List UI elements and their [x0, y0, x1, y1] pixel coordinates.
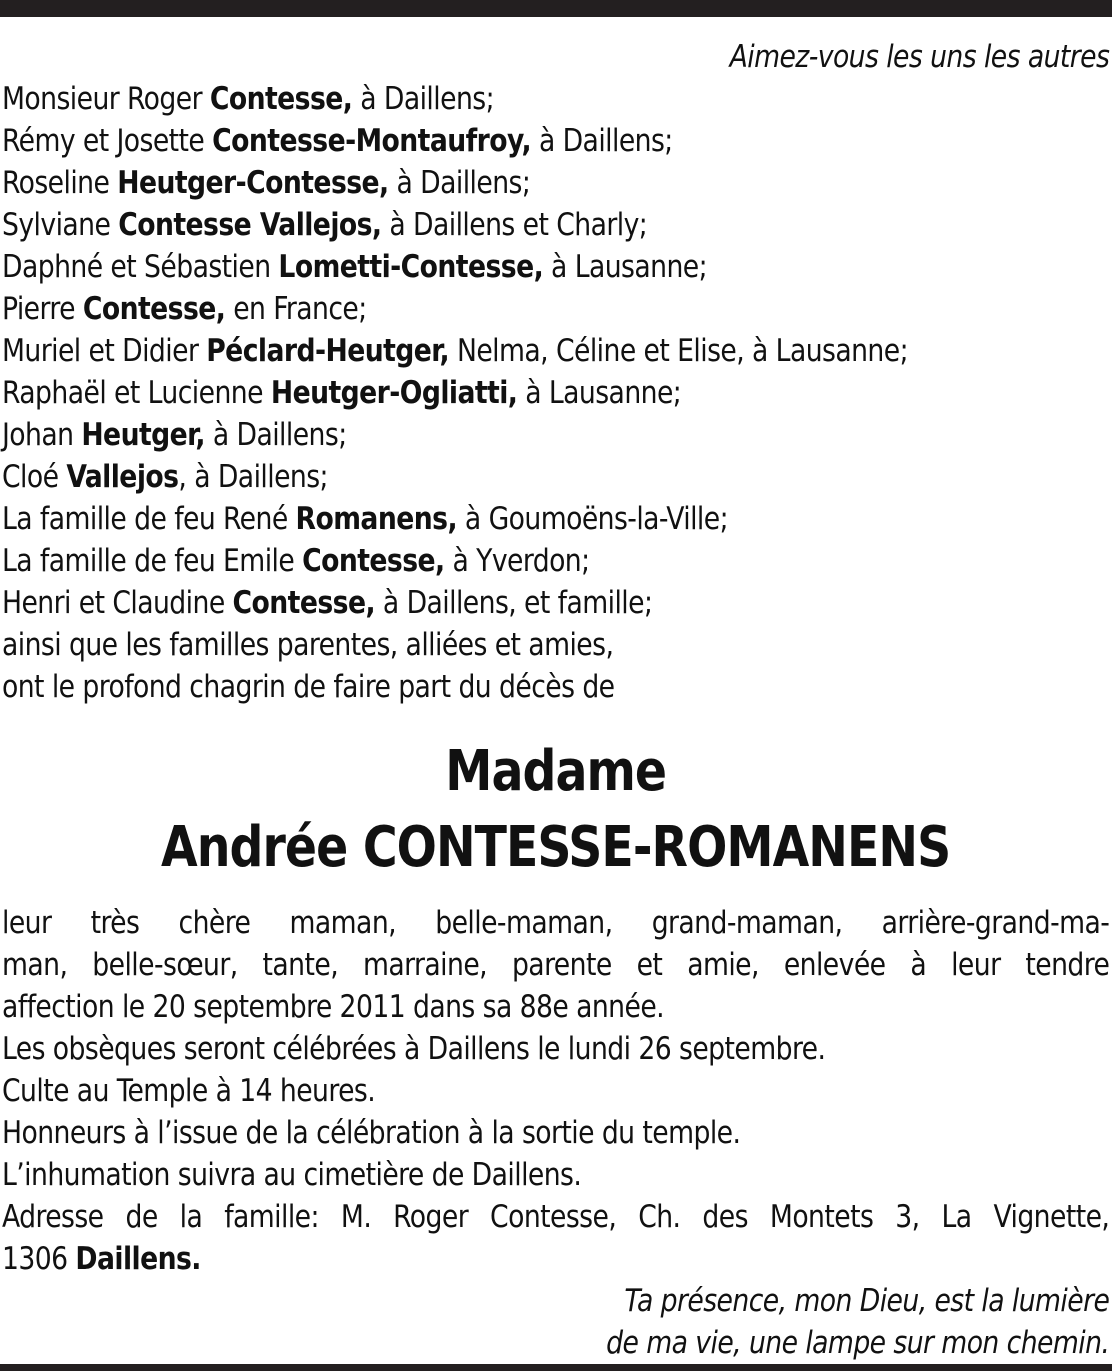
mourner-surname: Contesse,: [82, 291, 226, 327]
address-line: Adresse de la famille: M. Roger Contesse, Ch. des Montets 3, La Vignette,: [2, 1199, 1110, 1235]
description-line: man, belle-sœur, tante, marraine, parente et amie, enlevée à leur tendre: [2, 947, 1110, 983]
description-paragraph: [2, 902, 1109, 1028]
bottom-rule: [0, 1364, 1112, 1371]
mourner-place: à Daillens;: [388, 165, 531, 201]
mourners-list: [2, 78, 1109, 708]
obituary-notice: [2, 36, 1109, 1364]
mourner-given: La famille de feu Emile: [2, 543, 303, 579]
mourner-given: La famille de feu René: [2, 501, 296, 537]
mourner-place: à Daillens;: [352, 81, 495, 117]
family-address: [2, 1196, 1109, 1280]
mourner-surname: Contesse Vallejos,: [118, 207, 382, 243]
detail-line: Honneurs à l’issue de la célébration à la sortie du temple.: [2, 1115, 741, 1151]
verse-line: de ma vie, une lampe sur mon chemin.: [606, 1325, 1110, 1361]
mourner-place: à Lausanne;: [517, 375, 682, 411]
closing-line: ainsi que les familles parentes, alliées et amies,: [2, 627, 614, 663]
motto: Aimez-vous les uns les autres: [729, 39, 1110, 75]
mourner-surname: Romanens,: [295, 501, 458, 537]
mourner-line: [2, 78, 1109, 120]
mourner-line: [2, 204, 1109, 246]
mourner-given: Rémy et Josette: [2, 123, 213, 159]
mourner-place: , à Daillens;: [178, 459, 328, 495]
mourner-line: [2, 372, 1109, 414]
detail-line: Culte au Temple à 14 heures.: [2, 1073, 376, 1109]
mourner-place: Nelma, Céline et Elise, à Lausanne;: [449, 333, 908, 369]
mourner-surname: Heutger,: [81, 417, 205, 453]
mourner-place: à Daillens;: [531, 123, 673, 159]
mourner-place: à Daillens et Charly;: [381, 207, 648, 243]
description-line: leur très chère maman, belle-maman, grand-maman, arrière-grand-ma-: [2, 905, 1110, 941]
mourner-line: [2, 456, 1109, 498]
mourner-line: [2, 162, 1109, 204]
mourner-given: Raphaël et Lucienne: [2, 375, 271, 411]
top-rule: [0, 0, 1112, 17]
mourner-surname: Heutger-Contesse,: [117, 165, 389, 201]
mourner-place: à Goumoëns-la-Ville;: [457, 501, 729, 537]
detail-line: L’inhumation suivra au cimetière de Daillens.: [2, 1157, 582, 1193]
mourner-given: Monsieur Roger: [2, 81, 210, 117]
mourner-surname: Heutger-Ogliatti,: [270, 375, 518, 411]
mourner-surname: Contesse-Montaufroy,: [212, 123, 532, 159]
mourner-line: [2, 246, 1109, 288]
mourner-place: à Lausanne;: [543, 249, 708, 285]
mourner-line: [2, 582, 1109, 624]
closing-verse: [2, 1280, 1109, 1364]
mourner-given: Muriel et Didier: [2, 333, 207, 369]
mourner-given: Daphné et Sébastien: [2, 249, 279, 285]
mourner-given: Roseline: [2, 165, 118, 201]
mourner-line: [2, 288, 1109, 330]
mourner-given: Pierre: [2, 291, 83, 327]
mourner-given: Cloé: [2, 459, 67, 495]
mourner-given: Henri et Claudine: [2, 585, 233, 621]
closing-line: ont le profond chagrin de faire part du décès de: [2, 669, 615, 705]
deceased-title: Madame: [445, 739, 667, 804]
mourner-surname: Contesse,: [209, 81, 353, 117]
description-line: affection le 20 septembre 2011 dans sa 88e année.: [2, 989, 665, 1025]
deceased-name: Andrée CONTESSE-ROMANENS: [161, 815, 951, 880]
mourner-line: [2, 414, 1109, 456]
mourner-place: à Yverdon;: [444, 543, 590, 579]
mourner-place: en France;: [225, 291, 367, 327]
deceased-heading: [2, 734, 1109, 886]
mourner-surname: Vallejos: [66, 459, 179, 495]
detail-line: Les obsèques seront célébrées à Daillens le lundi 26 septembre.: [2, 1031, 826, 1067]
mourner-surname: Contesse,: [302, 543, 445, 579]
mourner-line: [2, 330, 1109, 372]
mourner-line: [2, 120, 1109, 162]
mourner-place: à Daillens;: [204, 417, 347, 453]
verse-line: Ta présence, mon Dieu, est la lumière: [624, 1283, 1110, 1319]
mourner-place: à Daillens, et famille;: [375, 585, 653, 621]
mourner-surname: Péclard-Heutger,: [206, 333, 450, 369]
mourner-surname: Contesse,: [232, 585, 376, 621]
mourner-surname: Lometti-Contesse,: [278, 249, 544, 285]
mourner-line: [2, 498, 1109, 540]
mourner-line: [2, 540, 1109, 582]
address-town: Daillens.: [75, 1241, 201, 1277]
mourner-given: Sylviane: [2, 207, 119, 243]
mourner-given: Johan: [2, 417, 82, 453]
postal-code: 1306: [2, 1241, 76, 1277]
address-line: [2, 1238, 1109, 1280]
funeral-details: [2, 1028, 1109, 1196]
